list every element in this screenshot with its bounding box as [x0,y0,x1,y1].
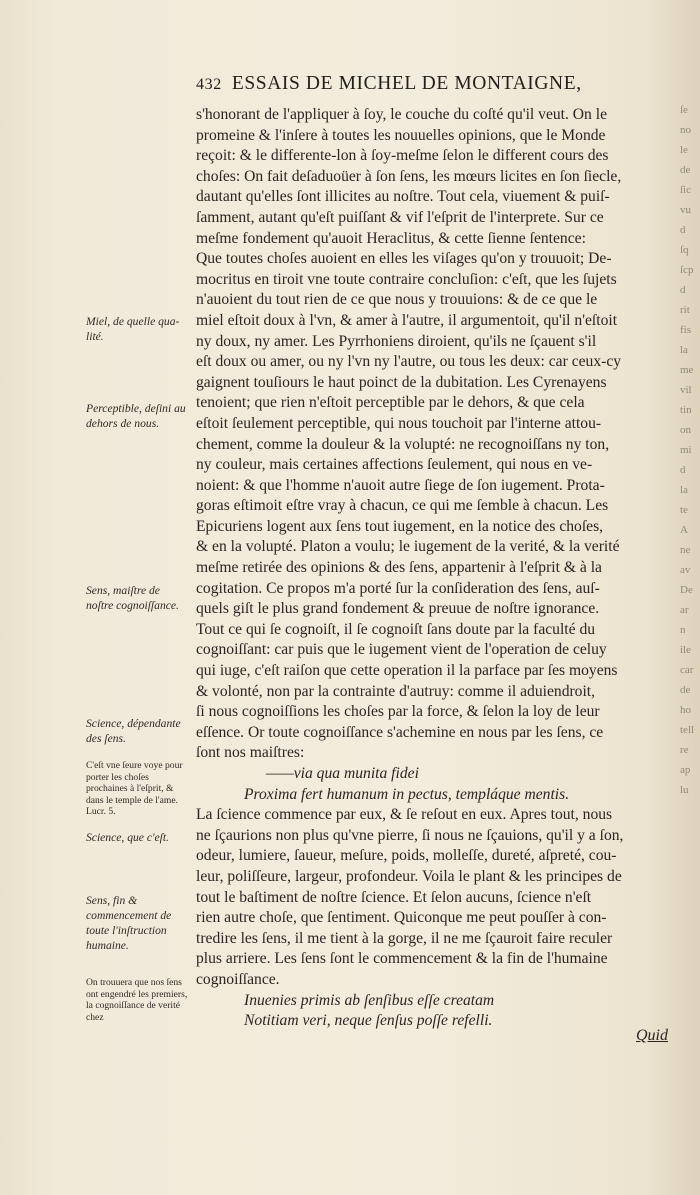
main-text [196,105,676,1032]
text-line: gaignent touſiours le haut poinct de la dubitation. Les Cyrenayens [196,373,607,391]
text-line: cogitation. Ce propos m'a porté ſur la conſideration des ſens, auſ- [196,579,600,597]
text-line: ſont nos maiſtres: [196,744,305,762]
text-line: ſamment, autant qu'eſt puiſſant & vif l'eſprit de l'interprete. Sur ce [196,208,604,226]
text-line: plus arriere. Les ſens ſont le commencement & la fin de l'humaine [196,950,608,968]
text-line: s'honorant de l'appliquer à ſoy, le couche du coſté qu'il veut. On le [196,106,608,123]
margin-note-miel: Miel, de quelle qua-lité. [86,315,180,343]
text-line: ny couleur, mais certaines affections ſeulement, qui nous en ve- [196,456,593,474]
text-line: ny doux, ny amer. Les Pyrrhoniens diroient, qu'ils ne ſçauent s'il [196,332,597,350]
page-number: 432 [196,76,222,93]
text-line: eſtoit ſeulement perceptible, qui nous touchoit par l'interne attou- [196,414,602,432]
text-line: tout le baſtiment de noſtre ſcience. Et ſelon aucuns, ſcience n'eſt [196,888,592,906]
margin-note-science-que: Science, que c'eſt. [86,831,169,844]
text-line: Que toutes choſes auoient en elles les viſages qu'on y trouuoit; De- [196,250,612,268]
text-line: tenoient; que rien n'eſtoit perceptible par le dehors, & que cela [196,394,585,412]
text-line: eſt doux ou amer, ou ny l'vn ny l'autre, ou tous les deux: car ceux-cy [196,353,622,371]
margin-note-perceptible: Perceptible, deſini au dehors de nous. [86,402,186,430]
text-line: qui iuge, c'eſt raiſon que cette operation il la parface par ſes moyens [196,662,618,680]
text-line: dautant qu'elles ſont illicites au noſtre. Tout cela, viuement & puiſ- [196,188,610,206]
text-line: & en la volupté. Platon a voulu; le iugement de la verité, & la verité [196,538,620,556]
verse-line: ——via qua munita fidei [266,765,419,782]
text-line: n'auoient du tout rien de ce que nous y trouuions: & de ce que le [196,291,598,309]
text-line: tredire les ſens, il me tient à la gorge, il ne me ſçauroit faire reculer [196,929,613,947]
text-line: meſme retirée des opinions & des ſens, appartenir à l'eſprit & à la [196,559,602,577]
text-line: eſſence. Or toute cognoiſſance s'achemine en nous par les ſens, ce [196,723,604,741]
text-line: promeine & l'inſere à toutes les nouuelles opinions, que le Monde [196,126,606,144]
verse-line: Proxima fert humanum in pectus, templáque mentis. [244,785,570,803]
text-line: noient: & que l'homme n'auoit autre ſiege de ſon iugement. Prota- [196,476,605,494]
margin-note-science-dependante: Science, dépendante des ſens. [86,717,181,745]
running-header [196,73,676,95]
text-line: rien autre choſe, que ſentiment. Quiconque me peut pouſſer à con- [196,909,607,927]
text-line: ne ſçaurions non plus qu'vne pierre, ſi nous ne ſçauions, qu'il y a ſon, [196,826,624,844]
running-title: ESSAIS DE MICHEL DE MONTAIGNE, [231,73,582,94]
verse-line: Inuenies primis ab ſenſibus eſſe creatam [244,991,495,1009]
text-line: reçoit: & le differente-lon à ſoy-meſme ſelon le different cours des [196,147,609,165]
text-line: choſes: On fait deſaduoüer à ſon ſens, les mœurs licites en ſon ſiecle, [196,167,622,185]
text-line: goras eſtimoit eſtre vray à chacun, ce qui me ſemble à chacun. Les [196,497,609,515]
text-line: La ſcience commence par eux, & ſe reſout en eux. Apres tout, nous [196,806,613,824]
margin-note-trouuera: On trouuera que nos ſens ont engendré les premiers, la cognoiſſance de verité chez [86,977,188,1023]
text-line: quels giſt le plus grand fondement & preuue de noſtre ignorance. [196,600,600,618]
margin-note-sens-fin: Sens, fin & commencement de toute l'inſtruction humaine. [86,894,172,952]
text-line: Epicuriens logent aux ſens tout iugement, en la notice des choſes, [196,517,604,535]
catchword: Quid [636,1027,668,1044]
text-line: chement, comme la douleur & la volupté: ne recognoiſſans ny ton, [196,435,610,453]
text-line: ſi nous cognoiſſions les choſes par la force, & ſelon la loy de leur [196,703,600,721]
text-line: cognoiſſant: car puis que le iugement vient de l'operation de celuy [196,641,607,659]
text-line: leur, poliſſeure, largeur, profondeur. Voila le plant & les principes de [196,867,622,885]
verse-line: Notitiam veri, neque ſenſus poſſe refelli. [244,1012,493,1030]
text-line: mocritus en tiroit vne toute contraire concluſion: c'eſt, que les ſujets [196,270,617,288]
text-line: & volonté, non par la contrainte d'autruy: comme il aduiendroit, [196,682,596,700]
margin-note-sens-maistre: Sens, maiſtre de noſtre cognoiſſance. [86,584,179,612]
text-line: odeur, lumiere, ſaueur, meſure, poids, molleſſe, dureté, aſpreté, cou- [196,847,617,865]
text-line: meſme fondement qu'auoit Heraclitus, & cette ſienne ſentence: [196,229,586,247]
bleed-through-edge: ſe no le de ſic vu d ſq ſcp d rit fis la me vil tin on mi d la te A ne av De ar n ile car de ho tell re ap lu [680,104,695,796]
text-line: cognoiſſance. [196,970,280,988]
text-line: miel eſtoit doux à l'vn, & amer à l'autre, il argumentoit, qu'il n'eſtoit [196,311,618,329]
margin-note-voye: C'eſt vne ſeure voye pour porter les choſes prochaines à l'eſprit, & dans le temple de l'ame. Lucr. 5. [86,760,183,817]
text-line: Tout ce qui ſe cognoiſt, il ſe cognoiſt ſans doute par la faculté du [196,620,596,638]
